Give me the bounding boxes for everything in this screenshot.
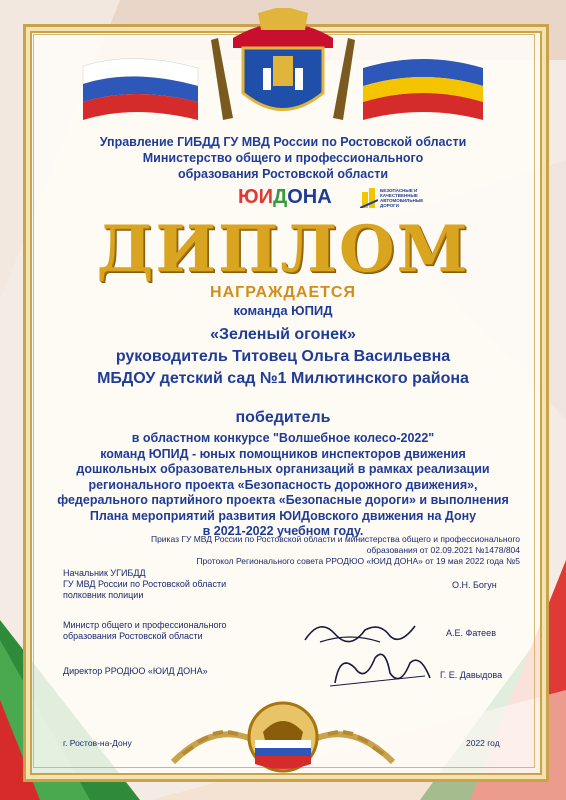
order-line: образования от 02.09.2021 №1478/804 [366, 545, 520, 555]
awardee-team: команда ЮПИД [233, 303, 333, 318]
result-line: команд ЮПИД - юных помощников инспекторов движения [100, 446, 466, 461]
rostov-flag [363, 59, 483, 120]
signatory-2-title [63, 620, 227, 642]
order-line: Приказ ГУ МВД России по Ростовской области и министерства общего и профессионального [150, 534, 520, 544]
signatory-3-title [63, 666, 208, 677]
result-line: регионального проекта «Безопасность дорожного движения», [88, 477, 478, 492]
roads-project-logo [360, 186, 438, 210]
issuer-line-2: Министерство общего и профессионального [142, 151, 424, 165]
result-line: Плана мероприятий развития ЮИДовского движения на Дону [89, 508, 477, 523]
footer-city: г. Ростов-на-Дону [63, 738, 132, 748]
result-line: в областном конкурсе "Волшебное колесо-2022" [131, 431, 435, 445]
awardee-leader: руководитель Титовец Ольга Васильевна [115, 348, 451, 365]
signatory-title-line: ГУ МВД России по Ростовской области [63, 579, 227, 589]
yid-dona-logo: ЮИДОНА [238, 186, 332, 208]
issuer-header [0, 134, 566, 182]
result-text [0, 431, 566, 540]
diploma-title: ДИПЛОМ [96, 212, 470, 287]
order-line: Протокол Регионального совета РРОДЮО «ЮИД ДОНА» от 19 мая 2022 года №5 [196, 556, 520, 566]
result-line: дошкольных образовательных организаций в рамках реализации [76, 462, 490, 476]
gibdd-emblem-icon [163, 692, 403, 782]
orders-block [100, 534, 520, 567]
signatory-title-line: образования Ростовской области [63, 631, 203, 641]
signatory-1-name: О.Н. Богун [452, 580, 497, 590]
rostov-coat-of-arms-icon [211, 8, 355, 120]
flags-banner [73, 8, 493, 128]
issuer-line-1: Управление ГИБДД ГУ МВД России по Ростовской области [99, 135, 467, 149]
signatory-1-title [63, 568, 226, 601]
result-line: федерального партийного проекта «Безопасные дороги» и выполнения [57, 493, 509, 507]
footer-year: 2022 год [466, 738, 500, 748]
awardee-team-name: «Зеленый огонек» [210, 326, 356, 343]
awardee-organization: МБДОУ детский сад №1 Милютинского района [97, 370, 469, 387]
signatory-title-line: Начальник УГИБДД [63, 568, 146, 578]
signatory-title-line: Директор РРОДЮО «ЮИД ДОНА» [63, 666, 208, 676]
signatory-2-name: А.Е. Фатеев [446, 628, 496, 638]
russia-flag [83, 58, 198, 120]
signatory-title-line: полковник полиции [63, 590, 144, 600]
signatory-title-line: Министр общего и профессионального [63, 620, 227, 630]
signature-davydova [325, 648, 435, 693]
issuer-line-3: образования Ростовской области [177, 167, 389, 181]
roads-project-text: БЕЗОПАСНЫЕ И КАЧЕСТВЕННЫЕ АВТОМОБИЛЬНЫЕ ДОРОГИ [380, 188, 424, 208]
signature-fateev [300, 612, 420, 652]
result-line: в 2021-2022 учебном году. [202, 524, 364, 538]
road-building-icon [360, 186, 378, 208]
result-heading: победитель [235, 409, 331, 426]
award-subtitle: НАГРАЖДАЕТСЯ [210, 284, 356, 301]
signatory-3-name: Г. Е. Давыдова [440, 670, 503, 680]
